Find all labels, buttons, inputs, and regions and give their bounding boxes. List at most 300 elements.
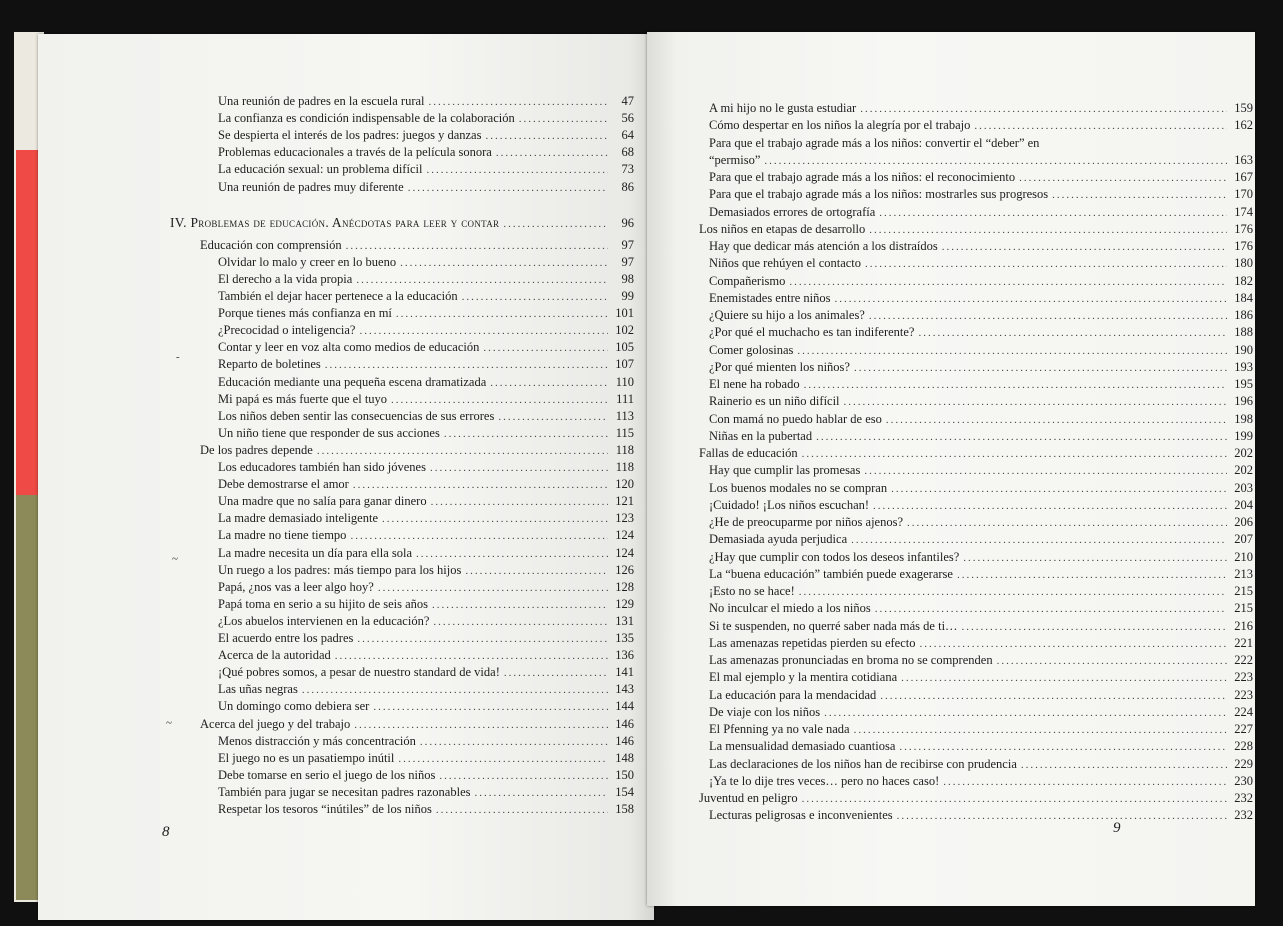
toc-entry <box>709 531 1253 548</box>
toc-page-number: 110 <box>615 374 634 389</box>
toc-leader-dots <box>439 768 608 785</box>
toc-leader-dots <box>396 306 608 323</box>
toc-entry-title: Si te suspenden, no querré saber nada más de ti… <box>709 618 958 633</box>
toc-entry <box>218 339 634 356</box>
toc-page-number: 131 <box>615 613 634 628</box>
toc-page-number: 193 <box>1234 359 1253 374</box>
left-page <box>38 34 654 920</box>
toc-page-number: 196 <box>1234 394 1253 409</box>
toc-page-number: 223 <box>1234 670 1253 685</box>
toc-page-number: 215 <box>1234 584 1253 598</box>
toc-leader-dots <box>398 751 608 768</box>
toc-page-number: 111 <box>616 391 634 406</box>
toc-leader-dots <box>869 308 1227 325</box>
toc-leader-dots <box>901 670 1227 687</box>
toc-entry-title: ¿Hay que cumplir con todos los deseos infantiles? <box>709 549 960 564</box>
toc-leader-dots <box>408 180 608 197</box>
toc-page-number: 124 <box>615 528 634 543</box>
toc-entry-title: Menos distracción y más concentración <box>218 733 416 748</box>
toc-entry-title: Para que el trabajo agrade más a los niños: convertir el “deber” en <box>709 135 1040 150</box>
toc-page-number: 146 <box>615 733 634 748</box>
toc-leader-dots <box>474 785 608 802</box>
toc-leader-dots <box>865 256 1227 273</box>
toc-entry <box>709 497 1253 514</box>
toc-leader-dots <box>431 494 608 511</box>
toc-page-number: 176 <box>1234 239 1253 253</box>
toc-leader-dots <box>875 601 1227 618</box>
toc-page-number: 56 <box>621 111 634 126</box>
toc-entry <box>218 391 634 408</box>
toc-leader-dots <box>354 717 608 734</box>
toc-page-number: 146 <box>615 716 634 731</box>
toc-leader-dots <box>799 584 1227 601</box>
toc-leader-dots <box>920 636 1228 653</box>
toc-entry <box>709 583 1253 600</box>
toc-entry-title: De los padres depende <box>200 442 313 457</box>
toc-section-entry <box>699 790 1253 807</box>
toc-entry <box>218 408 634 425</box>
toc-page-number: 215 <box>1234 601 1253 616</box>
toc-entry <box>709 135 1253 152</box>
toc-entry-title: Las amenazas pronunciadas en broma no se comprenden <box>709 653 993 667</box>
toc-page-number: 129 <box>615 596 634 611</box>
toc-entry-title: Acerca de la autoridad <box>218 648 331 663</box>
toc-page-number: 86 <box>621 179 634 194</box>
toc-page-number: 102 <box>615 323 634 338</box>
toc-entry <box>709 273 1253 290</box>
toc-entry <box>709 186 1253 203</box>
toc-page-number: 232 <box>1234 791 1253 805</box>
toc-page-number: 174 <box>1234 204 1253 219</box>
toc-entry <box>218 322 634 339</box>
toc-entry <box>218 510 634 527</box>
toc-entry-title: Cómo despertar en los niños la alegría por el trabajo <box>709 118 971 133</box>
toc-page-number: 126 <box>615 562 634 577</box>
toc-entry-title: La madre necesita un día para ella sola <box>218 545 413 560</box>
toc-entry <box>709 307 1253 324</box>
toc-leader-dots <box>873 498 1227 515</box>
toc-entry <box>709 359 1253 376</box>
toc-leader-dots <box>432 597 608 614</box>
page-number-right: 9 <box>1113 820 1121 836</box>
toc-entry <box>218 179 634 196</box>
toc-entry <box>218 664 634 681</box>
toc-entry <box>709 152 1253 169</box>
toc-entry-title: Compañerismo <box>709 273 786 288</box>
toc-page-number: 68 <box>621 145 634 160</box>
toc-entry-title: Los educadores también han sido jóvenes <box>218 460 426 474</box>
toc-entry <box>709 290 1253 307</box>
toc-leader-dots <box>359 323 608 340</box>
toc-entry-title: Mi papá es más fuerte que el tuyo <box>218 391 388 406</box>
toc-page-number: 118 <box>615 442 634 457</box>
toc-leader-dots <box>907 515 1227 532</box>
toc-entry <box>218 356 634 373</box>
toc-leader-dots <box>844 394 1227 411</box>
toc-entry <box>218 750 634 767</box>
toc-entry <box>218 110 634 127</box>
toc-leader-dots <box>974 118 1227 135</box>
toc-page-number: 162 <box>1234 118 1253 133</box>
toc-entry-title: Para que el trabajo agrade más a los niños: el reconocimiento <box>709 170 1016 184</box>
toc-page-number: 96 <box>621 215 634 230</box>
toc-section-entry <box>200 237 634 254</box>
toc-page-number: 182 <box>1234 273 1253 288</box>
toc-page-number: 222 <box>1234 653 1253 667</box>
toc-leader-dots <box>436 802 608 819</box>
toc-page-number: 141 <box>615 665 634 680</box>
toc-page-number: 213 <box>1234 566 1253 581</box>
toc-entry-title: Para que el trabajo agrade más a los niños: mostrarles sus progresos <box>709 187 1049 202</box>
toc-leader-dots <box>504 665 608 682</box>
toc-entry-title: Un ruego a los padres: más tiempo para los hijos <box>218 562 462 577</box>
toc-page-number: 144 <box>615 699 634 714</box>
toc-leader-dots <box>789 274 1227 291</box>
toc-page-number: 223 <box>1234 687 1253 702</box>
toc-page-number: 64 <box>621 128 634 143</box>
toc-page-number: 186 <box>1234 308 1253 322</box>
toc-page-number: 121 <box>615 494 634 509</box>
toc-page-number: 232 <box>1234 808 1253 823</box>
toc-entry-title: No inculcar el miedo a los niños <box>709 601 871 616</box>
toc-leader-dots <box>854 360 1227 377</box>
toc-leader-dots <box>400 255 608 272</box>
toc-entry-title: Un niño tiene que responder de sus acciones <box>218 425 440 440</box>
toc-entry-title: También el dejar hacer pertenece a la educación <box>218 289 458 303</box>
toc-entry-title: ¡Cuidado! ¡Los niños escuchan! <box>709 497 870 512</box>
toc-entry-title: Debe demostrarse el amor <box>218 477 349 492</box>
toc-page-number: 113 <box>615 408 634 423</box>
toc-leader-dots <box>802 446 1227 463</box>
toc-page-number: 107 <box>615 357 634 372</box>
toc-entry-title: Las uñas negras <box>218 682 298 697</box>
toc-chapter-entry <box>170 214 634 231</box>
toc-page-number: 206 <box>1234 515 1253 529</box>
toc-page-number: 154 <box>615 784 634 799</box>
toc-entry <box>218 493 634 510</box>
toc-entry-title: Los niños deben sentir las consecuencias de sus errores <box>218 408 495 423</box>
toc-entry <box>709 393 1253 410</box>
toc-entry <box>218 271 634 288</box>
toc-page-number: 120 <box>615 477 634 492</box>
toc-entry-title: De viaje con los niños <box>709 704 821 719</box>
toc-entry <box>709 480 1253 497</box>
toc-entry <box>218 527 634 544</box>
toc-entry-title: El juego no es un pasatiempo inútil <box>218 750 395 765</box>
toc-page-number: 190 <box>1234 342 1253 357</box>
pencil-tick-mark: ~ <box>172 553 178 565</box>
toc-leader-dots <box>356 272 608 289</box>
toc-entry <box>218 93 634 110</box>
toc-entry <box>709 618 1253 635</box>
toc-page-number: 195 <box>1234 377 1253 391</box>
toc-leader-dots <box>869 222 1227 239</box>
toc-leader-dots <box>465 563 608 580</box>
toc-entry <box>218 545 634 562</box>
toc-leader-dots <box>302 682 608 699</box>
toc-page-number: 216 <box>1234 618 1253 633</box>
toc-entry-title: Los buenos modales no se compran <box>709 480 888 495</box>
toc-entry <box>709 687 1253 704</box>
toc-leader-dots <box>490 375 608 392</box>
toc-entry <box>218 579 634 596</box>
toc-entry <box>218 613 634 630</box>
toc-leader-dots <box>851 532 1227 549</box>
toc-entry-title: IV. Problemas de educación. Anécdotas para leer y contar <box>170 214 500 230</box>
toc-entry-title: Acerca del juego y del trabajo <box>200 716 351 731</box>
toc-page-number: 128 <box>615 579 634 594</box>
toc-leader-dots <box>880 688 1227 705</box>
toc-page-number: 210 <box>1234 549 1253 564</box>
toc-entry-title: ¿Por qué el muchacho es tan indiferente? <box>709 325 915 340</box>
toc-entry-title: La madre no tiene tiempo <box>218 528 347 543</box>
toc-entry <box>218 733 634 750</box>
toc-entry-title: Las amenazas repetidas pierden su efecto <box>709 635 916 650</box>
toc-leader-dots <box>1021 757 1227 774</box>
toc-entry <box>218 144 634 161</box>
toc-entry-title: El acuerdo entre los padres <box>218 631 354 645</box>
toc-leader-dots <box>373 699 608 716</box>
toc-leader-dots <box>416 546 608 563</box>
toc-entry-title: Se despierta el interés de los padres: juegos y danzas <box>218 128 482 143</box>
toc-leader-dots <box>503 216 608 233</box>
toc-leader-dots <box>429 94 608 111</box>
toc-entry-title: Educación mediante una pequeña escena dramatizada <box>218 374 487 389</box>
toc-leader-dots <box>943 774 1227 791</box>
toc-page-number: 188 <box>1234 325 1253 340</box>
toc-page-number: 167 <box>1234 170 1253 184</box>
toc-entry-title: Demasiada ayuda perjudica <box>709 532 848 547</box>
toc-leader-dots <box>346 238 608 255</box>
toc-leader-dots <box>317 443 608 460</box>
toc-entry-title: Enemistades entre niños <box>709 290 831 305</box>
toc-leader-dots <box>426 162 608 179</box>
toc-entry-title: ¿Quiere su hijo a los animales? <box>709 308 865 322</box>
toc-entry <box>709 342 1253 359</box>
toc-page-number: 47 <box>621 94 634 108</box>
toc-leader-dots <box>353 477 608 494</box>
toc-entry-title: ¿Los abuelos intervienen en la educación? <box>218 613 430 628</box>
toc-entry <box>218 562 634 579</box>
toc-leader-dots <box>942 239 1227 256</box>
toc-entry <box>218 784 634 801</box>
toc-leader-dots <box>802 791 1227 808</box>
toc-entry <box>709 376 1253 393</box>
toc-section-entry <box>200 716 634 733</box>
toc-entry-title: “permiso” <box>709 152 761 167</box>
toc-entry <box>709 169 1253 186</box>
toc-page-number: 158 <box>615 802 634 816</box>
toc-entry-title: El derecho a la vida propia <box>218 271 353 286</box>
toc-leader-dots <box>886 412 1227 429</box>
toc-leader-dots <box>483 340 608 357</box>
toc-leader-dots <box>957 567 1227 584</box>
toc-section-entry <box>200 442 634 459</box>
toc-entry <box>709 773 1253 790</box>
toc-page-number: 198 <box>1234 411 1253 426</box>
toc-page-number: 229 <box>1234 756 1253 771</box>
toc-entry-title: Una madre que no salía para ganar dinero <box>218 494 427 509</box>
toc-entry <box>709 807 1253 824</box>
toc-entry-title: ¿He de preocuparme por niños ajenos? <box>709 515 904 529</box>
toc-entry <box>709 238 1253 255</box>
toc-leader-dots <box>816 429 1227 446</box>
toc-entry <box>709 549 1253 566</box>
toc-entry-title: ¿Por qué mienten los niños? <box>709 359 850 374</box>
toc-entry-title: Papá toma en serio a su hijito de seis años <box>218 596 429 611</box>
toc-leader-dots <box>420 734 608 751</box>
toc-entry <box>709 100 1253 117</box>
toc-leader-dots <box>382 511 608 528</box>
toc-entry-title: A mi hijo no le gusta estudiar <box>709 101 857 115</box>
toc-entry-title: Hay que cumplir las promesas <box>709 463 861 478</box>
toc-page-number: 148 <box>615 750 634 765</box>
toc-entry-title: ¡Qué pobres somos, a pesar de nuestro standard de vida! <box>218 665 500 680</box>
toc-leader-dots <box>899 739 1227 756</box>
toc-section-entry <box>699 445 1253 462</box>
toc-entry-title: La madre demasiado inteligente <box>218 511 379 526</box>
toc-page-number: 204 <box>1234 497 1253 512</box>
toc-entry <box>218 425 634 442</box>
toc-leader-dots <box>962 619 1227 636</box>
toc-entry-title: Niños que rehúyen el contacto <box>709 256 862 271</box>
toc-leader-dots <box>391 392 608 409</box>
toc-entry <box>709 411 1253 428</box>
toc-page-number: 135 <box>615 631 634 645</box>
toc-entry <box>218 630 634 647</box>
toc-entry-title: ¡Esto no se hace! <box>709 584 795 598</box>
toc-page-number: 105 <box>615 340 634 355</box>
toc-page-number: 207 <box>1234 532 1253 547</box>
toc-page-number: 227 <box>1234 722 1253 736</box>
toc-entry-title: Una reunión de padres muy diferente <box>218 179 404 194</box>
toc-entry-title: La “buena educación” también puede exagerarse <box>709 566 953 581</box>
toc-leader-dots <box>1052 187 1227 204</box>
pencil-tick-mark: ~ <box>166 717 172 729</box>
toc-page-number: 163 <box>1234 152 1253 167</box>
toc-leader-dots <box>835 291 1228 308</box>
toc-leader-dots <box>462 289 608 306</box>
toc-entry <box>218 681 634 698</box>
toc-entry-title: Papá, ¿nos vas a leer algo hoy? <box>218 579 374 594</box>
toc-entry <box>709 721 1253 738</box>
toc-page-number: 224 <box>1234 704 1253 719</box>
toc-entry-title: Fallas de educación <box>699 446 798 460</box>
toc-entry-title: Comer golosinas <box>709 342 794 357</box>
toc-entry <box>218 254 634 271</box>
right-page <box>647 32 1255 906</box>
toc-page-number: 202 <box>1234 463 1253 478</box>
toc-leader-dots <box>485 128 608 145</box>
toc-page-number: 123 <box>615 511 634 526</box>
toc-page-number: 199 <box>1234 428 1253 443</box>
toc-entry-title: Niñas en la pubertad <box>709 428 813 443</box>
toc-entry <box>218 647 634 664</box>
toc-page-number: 150 <box>615 767 634 782</box>
toc-entry <box>218 305 634 322</box>
toc-page-number: 118 <box>615 460 634 474</box>
toc-page-number: 124 <box>615 545 634 560</box>
toc-entry <box>709 756 1253 773</box>
toc-entry-title: Lecturas peligrosas e inconvenientes <box>709 808 893 823</box>
toc-entry <box>218 698 634 715</box>
toc-entry-title: Demasiados errores de ortografía <box>709 204 876 219</box>
toc-page-number: 176 <box>1234 221 1253 236</box>
toc-leader-dots <box>797 343 1227 360</box>
toc-entry <box>709 652 1253 669</box>
toc-entry-title: El Pfenning ya no vale nada <box>709 722 850 736</box>
toc-entry <box>709 462 1253 479</box>
toc-page-number: 97 <box>621 254 634 269</box>
toc-page-number: 143 <box>615 682 634 697</box>
toc-entry <box>218 459 634 476</box>
toc-page-number: 221 <box>1234 635 1253 650</box>
page-number-left: 8 <box>162 824 170 840</box>
toc-leader-dots <box>824 705 1227 722</box>
toc-entry-title: Reparto de boletines <box>218 357 321 372</box>
toc-entry <box>709 669 1253 686</box>
toc-entry-title: La confianza es condición indispensable de la colaboración <box>218 111 515 126</box>
toc-entry-title: Una reunión de padres en la escuela rural <box>218 94 425 108</box>
toc-entry <box>709 514 1253 531</box>
toc-leader-dots <box>854 722 1227 739</box>
toc-entry <box>218 127 634 144</box>
toc-page-number: 180 <box>1234 256 1253 271</box>
toc-entry-title: Con mamá no puedo hablar de eso <box>709 411 882 426</box>
toc-entry <box>709 600 1253 617</box>
toc-entry <box>709 566 1253 583</box>
toc-entry-title: Debe tomarse en serio el juego de los niños <box>218 767 436 782</box>
toc-page-number: 98 <box>621 271 634 286</box>
toc-leader-dots <box>433 614 608 631</box>
toc-entry <box>709 635 1253 652</box>
toc-page-number: 97 <box>621 237 634 252</box>
toc-entry <box>709 255 1253 272</box>
toc-entry <box>218 476 634 493</box>
toc-page-number: 202 <box>1234 446 1253 460</box>
toc-page-number: 203 <box>1234 480 1253 495</box>
toc-leader-dots <box>350 528 608 545</box>
toc-entry-title: Rainerio es un niño difícil <box>709 394 840 409</box>
toc-entry-title: El mal ejemplo y la mentira cotidiana <box>709 670 898 685</box>
toc-entry <box>709 428 1253 445</box>
toc-entry-title: Problemas educacionales a través de la película sonora <box>218 145 492 160</box>
pencil-tick-mark: - <box>176 351 180 363</box>
toc-page-number: 99 <box>621 289 634 303</box>
toc-page-number: 73 <box>621 162 634 177</box>
toc-leader-dots <box>519 111 608 128</box>
toc-leader-dots <box>764 153 1227 170</box>
toc-leader-dots <box>891 481 1227 498</box>
toc-leader-dots <box>864 463 1227 480</box>
toc-leader-dots <box>963 550 1227 567</box>
toc-page-number: 230 <box>1234 773 1253 788</box>
toc-entry-title: La educación sexual: un problema difícil <box>218 162 423 177</box>
toc-page-number: 101 <box>615 306 634 321</box>
toc-entry <box>218 801 634 818</box>
toc-entry-title: También para jugar se necesitan padres razonables <box>218 784 471 799</box>
toc-leader-dots <box>335 648 608 665</box>
toc-page-number: 136 <box>615 648 634 663</box>
toc-entry <box>218 288 634 305</box>
toc-entry-title: La educación para la mendacidad <box>709 687 877 702</box>
toc-leader-dots <box>496 145 608 162</box>
toc-entry-title: ¿Precocidad o inteligencia? <box>218 323 356 338</box>
toc-entry <box>709 117 1253 134</box>
toc-leader-dots <box>860 101 1227 118</box>
toc-entry-title: Las declaraciones de los niños han de recibirse con prudencia <box>709 756 1017 771</box>
toc-entry-title: Contar y leer en voz alta como medios de educación <box>218 340 480 355</box>
